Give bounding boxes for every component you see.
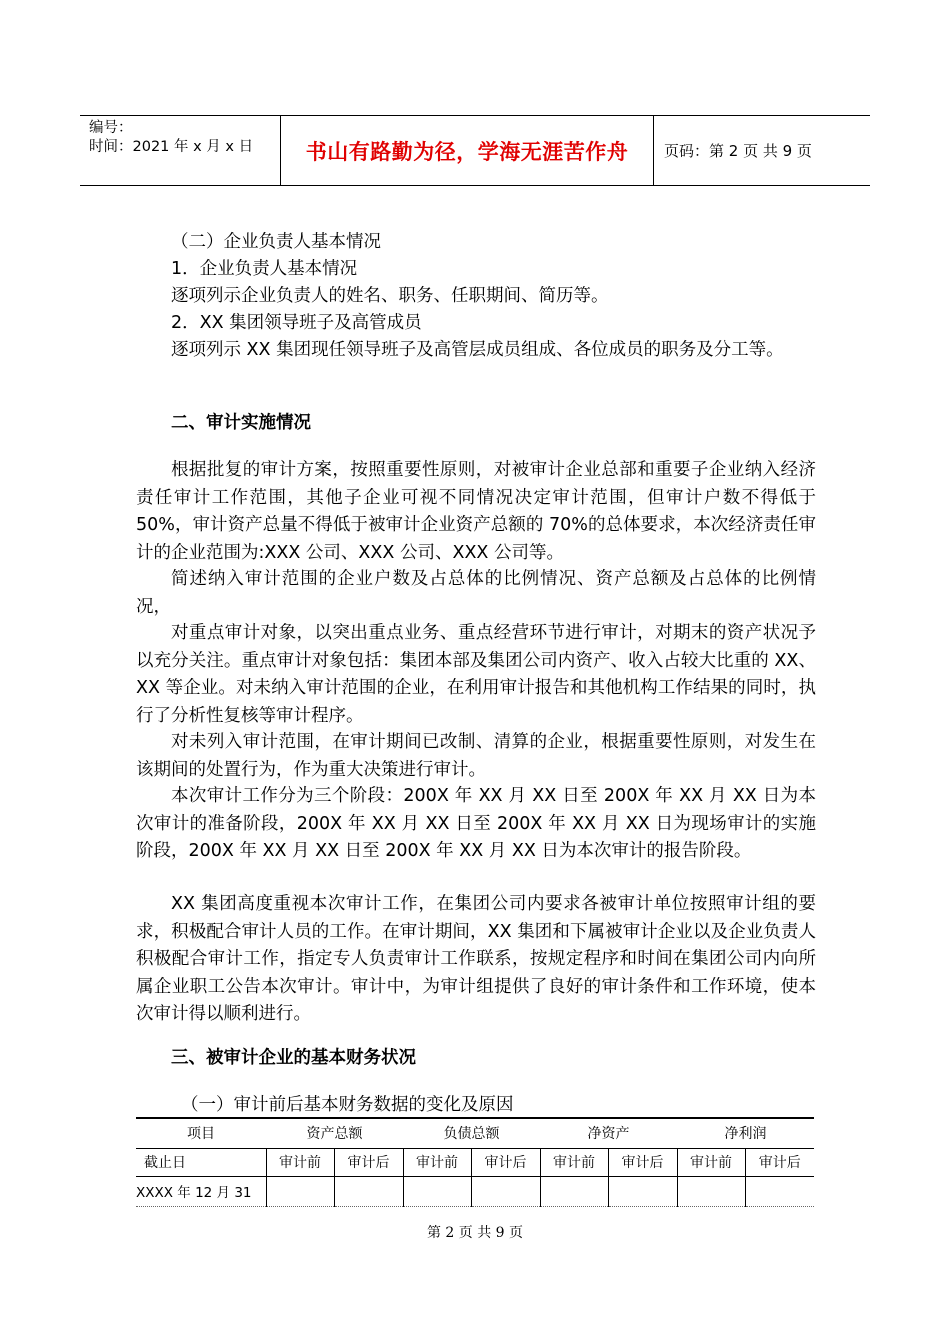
- table-subheader-row: [136, 1148, 814, 1176]
- date-header: 截止日: [136, 1148, 266, 1176]
- col-after: 审计后: [471, 1148, 540, 1176]
- paragraph: 逐项列示企业负责人的姓名、职务、任职期间、简历等。: [171, 286, 609, 306]
- section-heading: 三、被审计企业的基本财务状况: [171, 1048, 416, 1068]
- document-header: [80, 115, 870, 186]
- table-cell: [745, 1176, 814, 1206]
- table-cell: [334, 1176, 403, 1206]
- item-header: 项目: [136, 1118, 266, 1148]
- row-label: XXXX 年 12 月 31: [136, 1176, 266, 1206]
- table-row: [136, 1176, 814, 1206]
- table-cell: [608, 1176, 677, 1206]
- group-header-net-assets: 净资产: [540, 1118, 677, 1148]
- group-header-liabilities: 负债总额: [403, 1118, 540, 1148]
- paragraph: 2．XX 集团领导班子及高管成员: [171, 313, 422, 333]
- header-page-code: 页码：第 2 页 共 9 页: [664, 142, 812, 160]
- paragraph: （一）审计前后基本财务数据的变化及原因: [181, 1095, 514, 1115]
- financial-data-table: [136, 1117, 814, 1207]
- paragraph: 对未列入审计范围，在审计期间已改制、清算的企业，根据重要性原则，对发生在该期间的处置行为，作为重大决策进行审计。: [136, 732, 816, 780]
- col-before: 审计前: [266, 1148, 334, 1176]
- header-motto: 书山有路勤为径，学海无涯苦作舟: [281, 116, 654, 185]
- header-left-cell: [80, 116, 281, 185]
- table-cell: [266, 1176, 334, 1206]
- number-label: 编号：: [89, 120, 133, 136]
- paragraph: 根据批复的审计方案，按照重要性原则，对被审计企业总部和重要子企业纳入经济责任审计工作范围，其他子企业可视不同情况决定审计范围，但审计户数不得低于 50%，审计资产总量不得低于被审计企业资产总额的 70%的总体要求，本次经济责任审计的企业范围为:XXX 公司、XXX 公司、XXX 公司等。: [136, 460, 816, 563]
- table-cell: [403, 1176, 471, 1206]
- col-after: 审计后: [608, 1148, 677, 1176]
- col-before: 审计前: [677, 1148, 745, 1176]
- section-heading: 二、审计实施情况: [171, 413, 311, 433]
- col-before: 审计前: [403, 1148, 471, 1176]
- col-after: 审计后: [745, 1148, 814, 1176]
- paragraph: 简述纳入审计范围的企业户数及占总体的比例情况、资产总额及占总体的比例情况，: [136, 569, 816, 617]
- paragraph: （二）企业负责人基本情况: [171, 232, 381, 252]
- paragraph: 对重点审计对象，以突出重点业务、重点经营环节进行审计，对期末的资产状况予以充分关注。重点审计对象包括：集团本部及集团公司内资产、收入占较大比重的 XX、XX 等企业。对未纳入审计范围的企业，在利用审计报告和其他机构工作结果的同时，执行了分析性复核等审计程序。: [136, 623, 816, 726]
- time-label: 时间：2021 年 x 月 x 日: [89, 139, 254, 155]
- group-header-assets: 资产总额: [266, 1118, 403, 1148]
- table-cell: [540, 1176, 608, 1206]
- paragraph: XX 集团高度重视本次审计工作，在集团公司内要求各被审计单位按照审计组的要求，积极配合审计人员的工作。在审计期间，XX 集团和下属被审计企业以及企业负责人积极配合审计工作，指定专人负责审计工作联系，按规定程序和时间在集团公司内向所属企业职工公告本次审计。审计中，为审计组提供了良好的审计条件和工作环境，使本次审计得以顺利进行。: [136, 894, 816, 1024]
- paragraph: 本次审计工作分为三个阶段：200X 年 XX 月 XX 日至 200X 年 XX 月 XX 日为本次审计的准备阶段，200X 年 XX 月 XX 日至 200X 年 XX 月 XX 日为现场审计的实施阶段，200X 年 XX 月 XX 日至 200X 年 XX 月 XX 日为本次审计的报告阶段。: [136, 786, 816, 861]
- col-before: 审计前: [540, 1148, 608, 1176]
- table-cell: [677, 1176, 745, 1206]
- table-header-row: [136, 1118, 814, 1148]
- table-cell: [471, 1176, 540, 1206]
- paragraph: 逐项列示 XX 集团现任领导班子及高管层成员组成、各位成员的职务及分工等。: [171, 340, 784, 360]
- paragraph: 1．企业负责人基本情况: [171, 259, 358, 279]
- col-after: 审计后: [334, 1148, 403, 1176]
- group-header-net-profit: 净利润: [677, 1118, 814, 1148]
- page-footer: 第 2 页 共 9 页: [426, 1225, 524, 1241]
